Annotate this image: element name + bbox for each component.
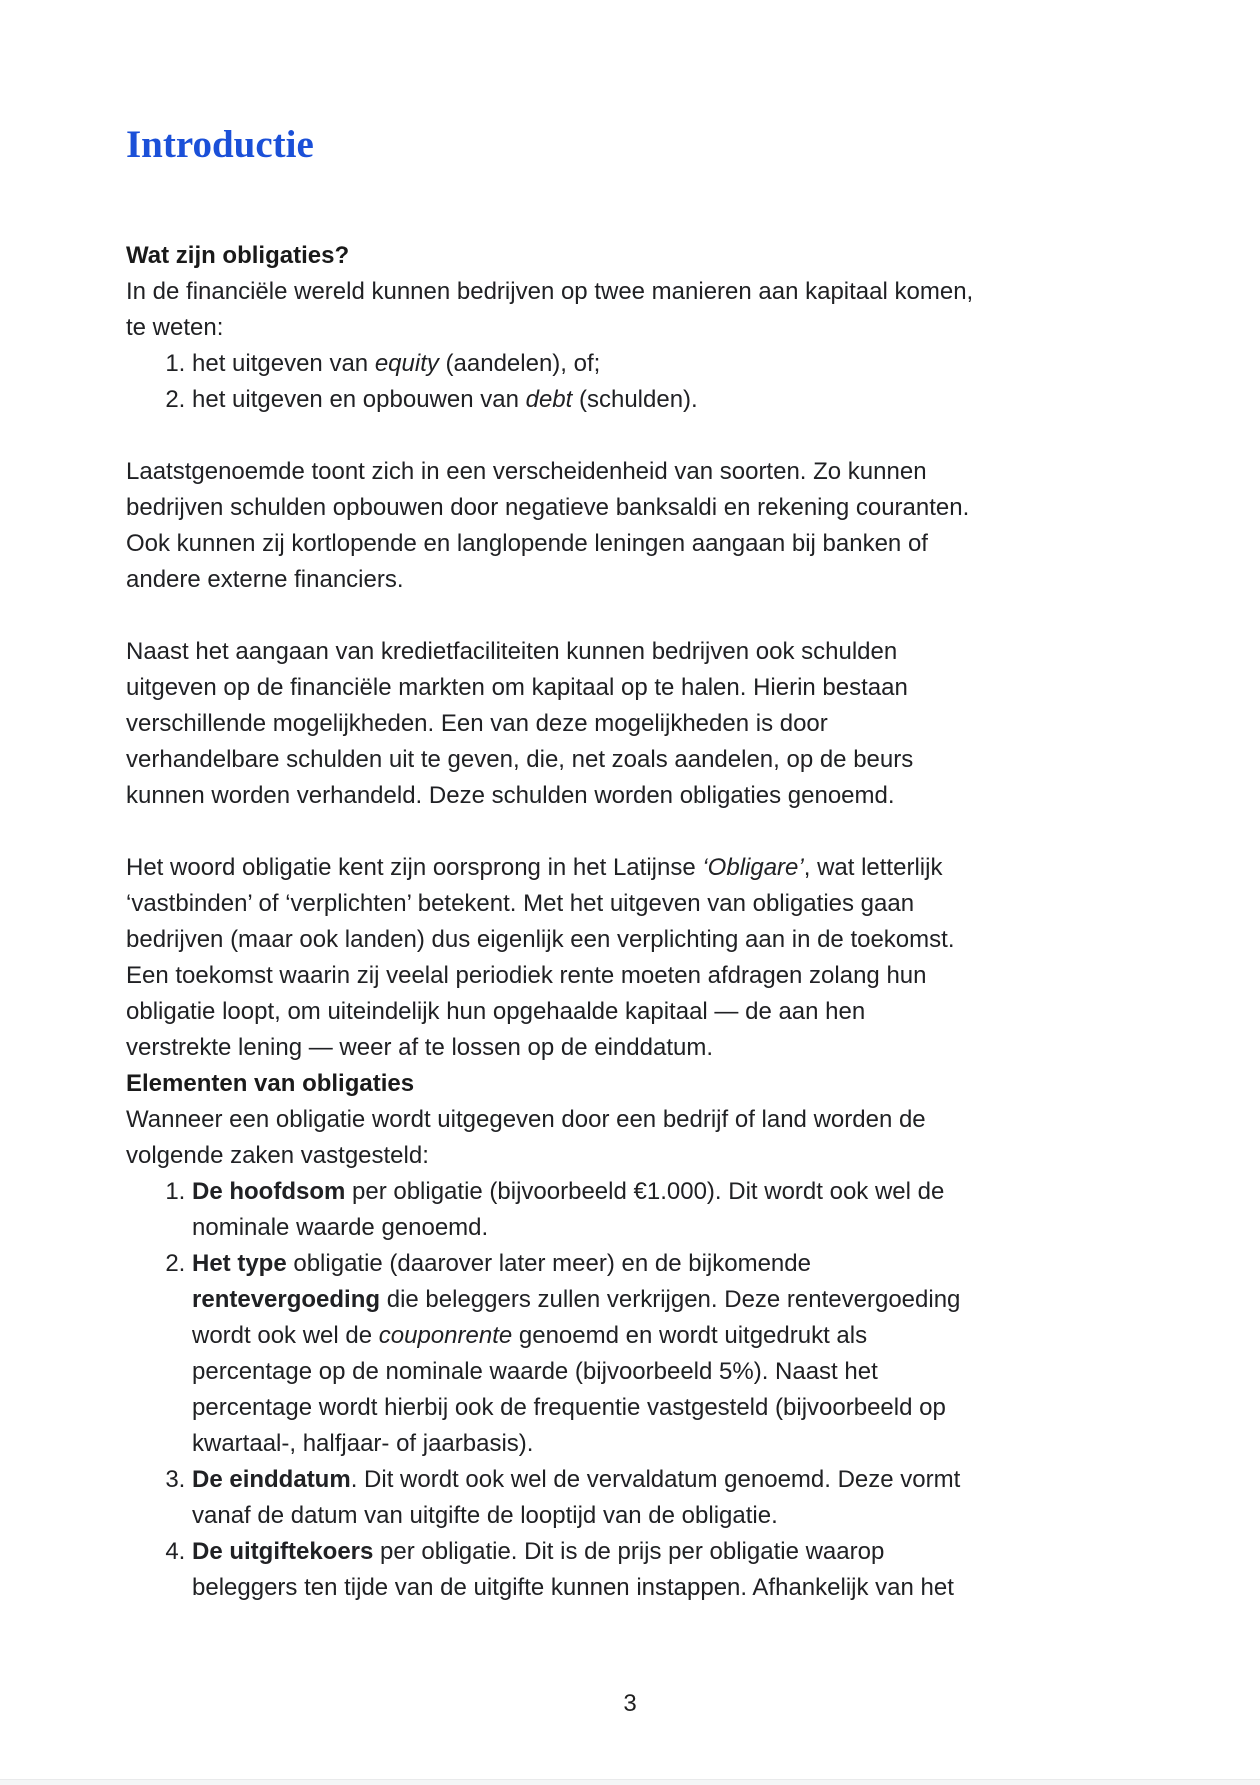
section-heading-elementen-van-obligaties: Elementen van obligaties <box>126 1070 415 1097</box>
list-item-einddatum: 3. De einddatum. Dit wordt ook wel de vervaldatum genoemd. Deze vormt vanaf de datum van uitgifte de looptijd van de obligatie. <box>192 1462 1134 1534</box>
list-item-type-rentevergoeding: 2. Het type obligatie (daarover later meer) en de bijkomende rentevergoeding die beleggers zullen verkrijgen. Deze rentevergoeding wordt ook wel de couponrente genoemd en wordt uitgedrukt als percentage op de nominale waarde (bijvoorbeeld 5%). Naast het percentage wordt hierbij ook de frequentie vastgesteld (bijvoorbeeld op kwartaal-, halfjaar- of jaarbasis). <box>192 1246 1134 1462</box>
page-bottom-gap <box>0 1779 1260 1785</box>
section-heading-wat-zijn-obligaties: Wat zijn obligaties? <box>126 242 350 269</box>
paragraph-credit-facilities: Naast het aangaan van kredietfaciliteiten kunnen bedrijven ook schulden uitgeven op de financiële markten om kapitaal op te halen. Hierin bestaan verschillende mogelijkheden. Een van deze mogelijkheden is door verhandelbare schulden uit te geven, die, net zoals aandelen, op de beurs kunnen worden verhandeld. Deze schulden worden obligaties genoemd. <box>126 638 914 809</box>
paragraph-elements-intro: Wanneer een obligatie wordt uitgegeven door een bedrijf of land worden de volgende zaken vastgesteld: <box>126 1106 926 1169</box>
document-title: Introductie <box>126 123 314 166</box>
page-number: 3 <box>623 1690 637 1717</box>
capital-methods-list <box>126 346 1134 418</box>
bond-elements-list <box>126 1174 1134 1606</box>
paragraph-debt-types: Laatstgenoemde toont zich in een verscheidenheid van soorten. Zo kunnen bedrijven schulden opbouwen door negatieve banksaldi en rekening couranten. Ook kunnen zij kortlopende en langlopende leningen aangaan bij banken of andere externe financiers. <box>126 458 970 593</box>
list-item-hoofdsom: 1. De hoofdsom per obligatie (bijvoorbeeld €1.000). Dit wordt ook wel de nominale waarde genoemd. <box>192 1174 1134 1246</box>
paragraph-capital-intro: In de financiële wereld kunnen bedrijven op twee manieren aan kapitaal komen, te weten: <box>126 278 974 341</box>
list-item-equity: 1. het uitgeven van equity (aandelen), of; <box>192 346 1134 382</box>
paragraph-obligare-origin: Het woord obligatie kent zijn oorsprong in het Latijnse ‘Obligare’, wat letterlijk ‘vastbinden’ of ‘verplichten’ betekent. Met het uitgeven van obligaties gaan bedrijven (maar ook landen) dus eigenlijk een verplichting aan in de toekomst. Een toekomst waarin zij veelal periodiek rente moeten afdragen zolang hun obligatie loopt, om uiteindelijk hun opgehaalde kapitaal — de aan hen verstrekte lening — weer af te lossen op de einddatum. <box>126 854 955 1061</box>
list-item-debt: 2. het uitgeven en opbouwen van debt (schulden). <box>192 382 1134 418</box>
list-item-uitgiftekoers: 4. De uitgiftekoers per obligatie. Dit is de prijs per obligatie waarop beleggers ten tijde van de uitgifte kunnen instappen. Afhankelijk van het <box>192 1534 1134 1606</box>
